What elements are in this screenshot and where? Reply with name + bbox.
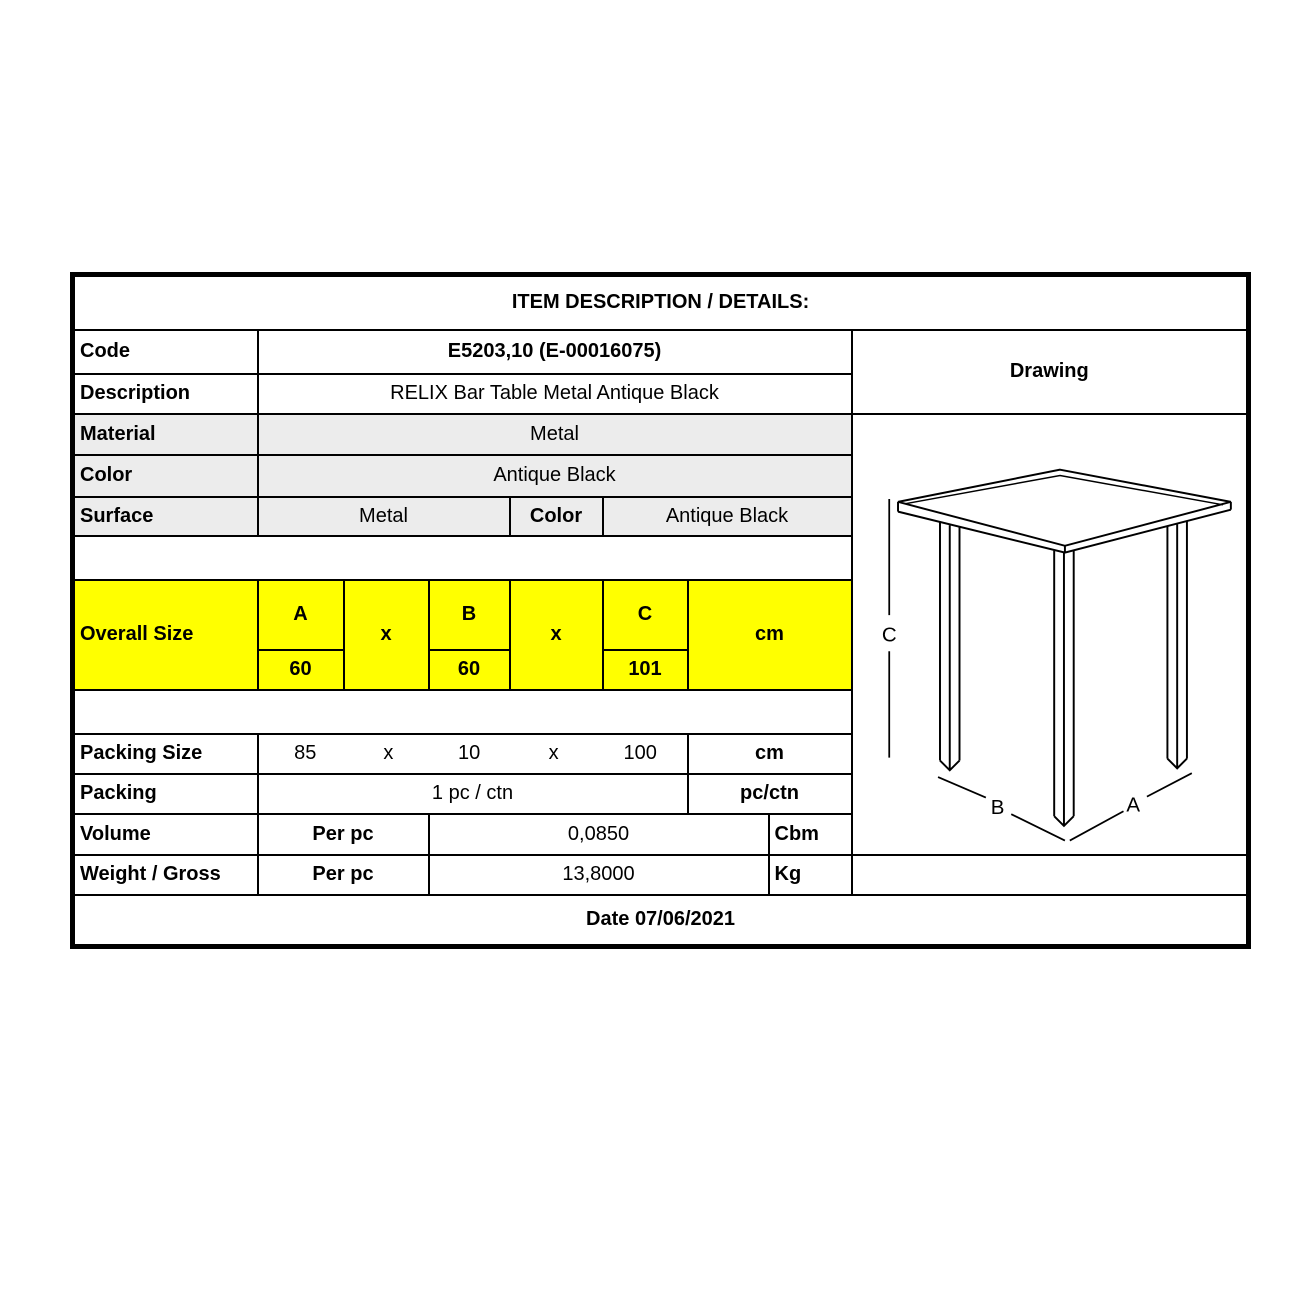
left-leg [939,522,959,770]
drawing-header: Drawing [852,330,1249,414]
description-value: RELIX Bar Table Metal Antique Black [258,374,852,414]
overall-dim-b-name: B [429,580,510,650]
overall-sep-1: x [344,580,429,690]
packing-size-c: 100 [623,742,657,765]
volume-basis: Per pc [258,814,429,855]
overall-dim-c-value: 101 [603,650,688,690]
packing-unit: pc/ctn [688,774,852,814]
dim-label-a: A [1125,792,1140,816]
color-value: Antique Black [258,455,852,497]
weight-unit: Kg [769,855,852,895]
packing-label: Packing [73,774,258,814]
spacer-cell [73,536,852,580]
packing-size-sep-2: x [548,742,559,765]
date-value: Date 07/06/2021 [73,895,1249,947]
weight-label: Weight / Gross [73,855,258,895]
overall-unit: cm [688,580,852,690]
packing-size-a: 85 [294,742,317,765]
spacer-cell [73,690,852,734]
code-label: Code [73,330,258,374]
weight-basis: Per pc [258,855,429,895]
surface-color-value: Antique Black [603,497,852,536]
tabletop-top-face [898,469,1231,545]
description-label: Description [73,374,258,414]
bar-table-drawing [858,415,1242,854]
packing-size-values [258,734,688,774]
material-row [73,414,1249,455]
volume-unit: Cbm [769,814,852,855]
volume-value: 0,0850 [429,814,769,855]
packing-size-unit: cm [688,734,852,774]
packing-value: 1 pc / ctn [258,774,688,814]
surface-material-value: Metal [258,497,510,536]
surface-label: Surface [73,497,258,536]
code-row [73,330,1249,374]
item-spec-table [70,272,1251,949]
volume-label: Volume [73,814,258,855]
overall-size-label: Overall Size [73,580,258,690]
surface-color-label: Color [510,497,603,536]
code-value: E5203,10 (E-00016075) [258,330,852,374]
date-row [73,895,1249,947]
overall-dim-a-name: A [258,580,344,650]
packing-size-values-grid [264,742,682,765]
packing-size-b: 10 [457,742,481,765]
overall-dim-c-name: C [603,580,688,650]
color-label: Color [73,455,258,497]
drawing-cell [852,414,1249,855]
material-value: Metal [258,414,852,455]
weight-row [73,855,1249,895]
material-label: Material [73,414,258,455]
overall-dim-b-value: 60 [429,650,510,690]
weight-value: 13,8000 [429,855,769,895]
dim-label-c: C [881,622,897,646]
overall-sep-2: x [510,580,603,690]
overall-dim-a-value: 60 [258,650,344,690]
packing-size-sep-1: x [383,742,394,765]
front-leg [1054,550,1074,825]
title-row [73,275,1249,330]
packing-size-label: Packing Size [73,734,258,774]
dim-label-b: B [990,795,1004,819]
right-leg [1167,521,1187,768]
page-title: ITEM DESCRIPTION / DETAILS: [73,275,1249,330]
